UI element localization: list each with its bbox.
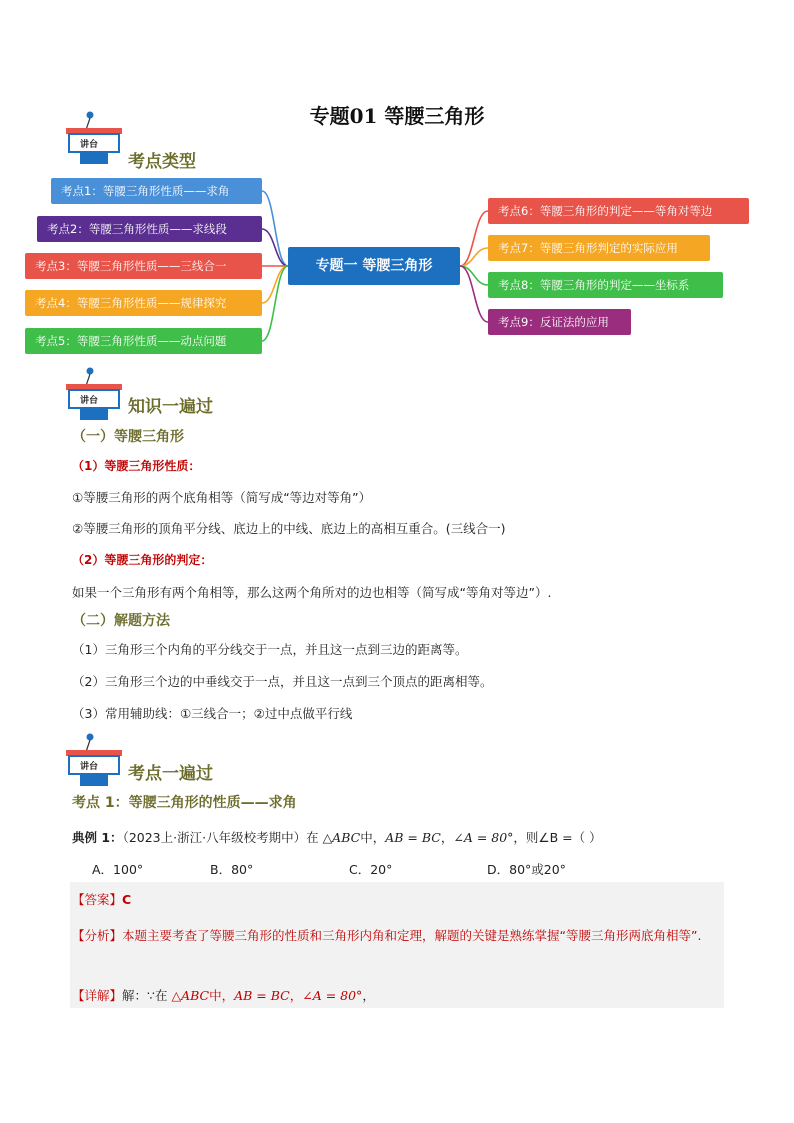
method-3: （3）常用辅助线：①三线合一；②过中点做平行线 — [72, 706, 353, 721]
example-angle: ∠A = 80° — [453, 830, 514, 845]
detail-tag: 【详解】 — [72, 988, 123, 1003]
example-mid: 中， — [360, 830, 386, 845]
podium-icon — [62, 366, 124, 426]
option-b: B．80° — [210, 862, 254, 877]
detail-line — [72, 986, 375, 1004]
detail-equality: AB = BC — [234, 988, 290, 1003]
option-a: A．100° — [92, 862, 144, 877]
detail-angle: ∠A = 80° — [302, 988, 363, 1003]
detail-end: ， — [362, 988, 375, 1003]
answer-value: C — [122, 892, 132, 907]
mindmap-center-node: 专题一 等腰三角形 — [288, 247, 460, 285]
example-label: 典例 1： — [72, 830, 123, 845]
mindmap-node-left-1: 考点1：等腰三角形性质——求角 — [51, 178, 262, 204]
analysis-tag: 【分析】 — [72, 928, 123, 943]
mindmap-node-left-4: 考点4：等腰三角形性质——规律探究 — [25, 290, 262, 316]
kaodian-1-title: 考点 1：等腰三角形的性质——求角 — [72, 795, 297, 811]
example-source: （2023上·浙江·八年级校考期中）在 — [122, 830, 319, 845]
example-triangle: △ABC — [322, 830, 361, 845]
detail-triangle: △ABC — [171, 988, 210, 1003]
answer-tag: 【答案】 — [72, 892, 123, 907]
mindmap-node-right-8: 考点8：等腰三角形的判定——坐标系 — [488, 272, 723, 298]
mindmap-node-left-2: 考点2：等腰三角形性质——求线段 — [37, 216, 262, 242]
podium-icon — [62, 110, 124, 170]
detail-mid: 中， — [209, 988, 235, 1003]
judge-label: （2）等腰三角形的判定： — [72, 553, 213, 567]
option-d: D．80°或20° — [487, 862, 566, 877]
subheading-method: （二）解题方法 — [72, 613, 170, 629]
mindmap-node-right-9: 考点9：反证法的应用 — [488, 309, 631, 335]
example-equality: AB = BC — [385, 830, 441, 845]
example-question-end: ，则∠B =（ ） — [513, 830, 602, 845]
example-sep: ， — [440, 830, 454, 845]
property-1: ①等腰三角形的两个底角相等（简写成“等边对等角”） — [72, 490, 372, 505]
podium-label: 讲台 — [80, 762, 99, 772]
podium-label: 讲台 — [80, 140, 99, 150]
property-2: ②等腰三角形的顶角平分线、底边上的中线、底边上的高相互重合。(三线合一) — [72, 521, 506, 536]
podium-label: 讲台 — [80, 396, 99, 406]
section-heading-zhishi: 知识一遍过 — [128, 397, 213, 417]
subheading-dengyao: （一）等腰三角形 — [72, 429, 184, 445]
detail-sep: ， — [289, 988, 303, 1003]
analysis-text: 本题主要考查了等腰三角形的性质和三角形内角和定理，解题的关键是熟练掌握“等腰三角形两底角相等”. — [122, 928, 702, 943]
mindmap-node-right-7: 考点7：等腰三角形判定的实际应用 — [488, 235, 710, 261]
section-heading-kaodian-leixing: 考点类型 — [128, 152, 196, 172]
property-label: （1）等腰三角形性质： — [72, 459, 201, 473]
example-question — [72, 828, 602, 846]
analysis-line — [72, 922, 722, 950]
page-title: 专题01 等腰三角形 — [309, 104, 485, 128]
mindmap-node-left-3: 考点3：等腰三角形性质——三线合一 — [25, 253, 262, 279]
method-1: （1）三角形三个内角的平分线交于一点，并且这一点到三边的距离等。 — [72, 642, 468, 657]
mindmap-node-left-5: 考点5：等腰三角形性质——动点问题 — [25, 328, 262, 354]
section-heading-kaodian: 考点一遍过 — [128, 764, 213, 784]
podium-icon — [62, 732, 124, 792]
method-2: （2）三角形三个边的中垂线交于一点，并且这一点到三个顶点的距离相等。 — [72, 674, 493, 689]
option-c: C．20° — [349, 862, 393, 877]
mindmap-node-right-6: 考点6：等腰三角形的判定——等角对等边 — [488, 198, 749, 224]
detail-pre: 解：∵在 — [122, 988, 168, 1003]
answer-line — [72, 890, 131, 908]
judge-1: 如果一个三角形有两个角相等，那么这两个角所对的边也相等（简写成“等角对等边”）. — [72, 585, 552, 600]
